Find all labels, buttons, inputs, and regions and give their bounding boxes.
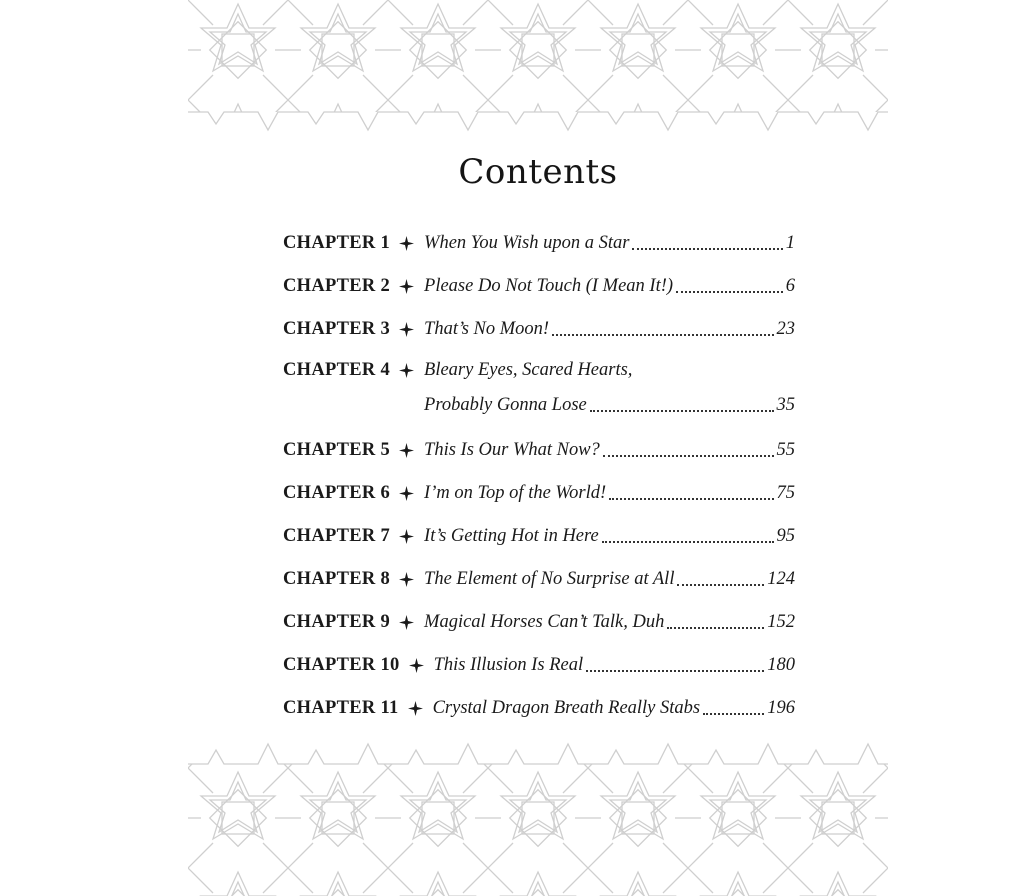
chapter-label: CHAPTER 10: [283, 655, 400, 675]
chapter-title: Magical Horses Can’t Talk, Duh: [424, 612, 665, 632]
page-number: 152: [767, 612, 795, 632]
chapter-title: That’s No Moon!: [424, 319, 550, 339]
four-point-star-icon: [399, 236, 414, 251]
toc-entry-chapter-11[interactable]: [283, 687, 795, 730]
page-number: 6: [785, 276, 795, 296]
dot-leader: [676, 290, 783, 293]
page-number: 1: [785, 233, 795, 253]
chapter-label: CHAPTER 7: [283, 526, 391, 546]
page-number: 124: [767, 569, 795, 589]
four-point-star-icon: [409, 658, 424, 673]
four-point-star-icon: [399, 572, 414, 587]
dot-leader: [677, 583, 764, 586]
bottom-geometric-border: [188, 738, 888, 896]
chapter-title: Bleary Eyes, Scared Hearts,: [424, 360, 633, 380]
chapter-title: It’s Getting Hot in Here: [424, 526, 599, 546]
four-point-star-icon: [399, 443, 414, 458]
chapter-label: CHAPTER 8: [283, 569, 391, 589]
dot-leader: [552, 333, 773, 336]
chapter-label: CHAPTER 2: [283, 276, 391, 296]
dot-leader: [602, 540, 774, 543]
toc-entry-chapter-10[interactable]: [283, 644, 795, 687]
chapter-title: This Is Our What Now?: [424, 440, 600, 460]
table-of-contents: [283, 222, 795, 730]
four-point-star-icon: [399, 615, 414, 630]
dot-leader: [609, 497, 773, 500]
dot-leader: [703, 712, 764, 715]
page-number: 196: [767, 698, 795, 718]
chapter-label: CHAPTER 9: [283, 612, 391, 632]
chapter-title: Crystal Dragon Breath Really Stabs: [432, 698, 701, 718]
chapter-label: CHAPTER 5: [283, 440, 391, 460]
chapter-label: CHAPTER 11: [283, 698, 399, 718]
four-point-star-icon: [408, 701, 423, 716]
page-number: 55: [776, 440, 795, 460]
four-point-star-icon: [399, 529, 414, 544]
four-point-star-icon: [399, 486, 414, 501]
chapter-label: CHAPTER 1: [283, 233, 391, 253]
chapter-title: The Element of No Surprise at All: [424, 569, 675, 589]
chapter-title: When You Wish upon a Star: [424, 233, 630, 253]
chapter-title: I’m on Top of the World!: [424, 483, 607, 503]
page-number: 75: [776, 483, 795, 503]
chapter-title-line-2: Probably Gonna Lose: [424, 395, 587, 415]
chapter-label: CHAPTER 4: [283, 360, 391, 380]
dot-leader: [667, 626, 764, 629]
four-point-star-icon: [399, 279, 414, 294]
chapter-label: CHAPTER 6: [283, 483, 391, 503]
top-geometric-border: [188, 0, 888, 140]
dot-leader: [603, 454, 774, 457]
toc-entry-chapter-2[interactable]: [283, 265, 795, 308]
page-number: 23: [776, 319, 795, 339]
toc-entry-chapter-6[interactable]: [283, 472, 795, 515]
chapter-label: CHAPTER 3: [283, 319, 391, 339]
toc-entry-chapter-8[interactable]: [283, 558, 795, 601]
page-number: 35: [776, 395, 795, 415]
chapter-title: This Illusion Is Real: [433, 655, 584, 675]
toc-entry-chapter-5[interactable]: [283, 429, 795, 472]
dot-leader: [632, 247, 782, 250]
toc-entry-chapter-9[interactable]: [283, 601, 795, 644]
dot-leader: [590, 409, 774, 412]
page-number: 95: [776, 526, 795, 546]
page-number: 180: [767, 655, 795, 675]
contents-heading: Contents: [458, 152, 618, 192]
toc-entry-chapter-4[interactable]: [283, 351, 795, 429]
four-point-star-icon: [399, 322, 414, 337]
book-page: [188, 0, 888, 896]
toc-entry-chapter-1[interactable]: [283, 222, 795, 265]
toc-entry-chapter-3[interactable]: [283, 308, 795, 351]
dot-leader: [586, 669, 764, 672]
toc-entry-chapter-7[interactable]: [283, 515, 795, 558]
four-point-star-icon: [399, 363, 414, 378]
chapter-title: Please Do Not Touch (I Mean It!): [424, 276, 674, 296]
